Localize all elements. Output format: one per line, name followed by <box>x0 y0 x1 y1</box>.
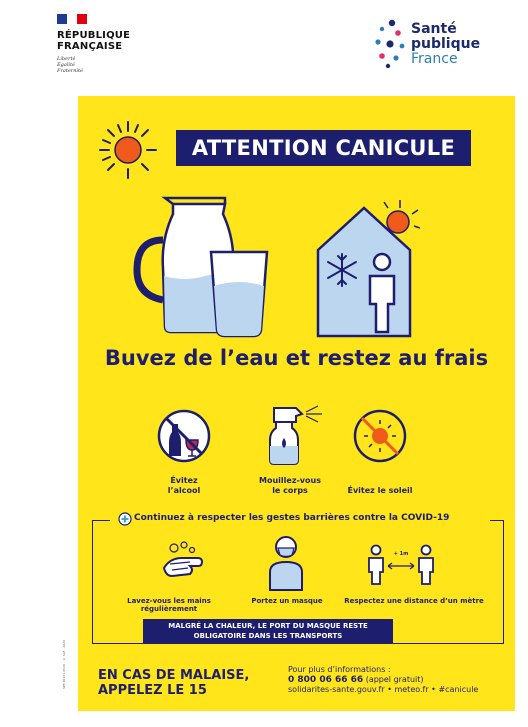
reference-code: SPF-00101-0520 - © SpF - 2020 <box>62 640 66 689</box>
phone-note: (appel gratuit) <box>363 675 424 684</box>
malaise-call-15: EN CAS DE MALAISE, APPELEZ LE 15 <box>98 668 250 698</box>
picto-label-alcohol: Évitez l’alcool <box>167 476 201 495</box>
masked-person-icon <box>266 534 306 592</box>
plus-icon <box>118 512 132 526</box>
mask-transport-notice: MALGRÉ LA CHALEUR, LE PORT DU MASQUE RESTE OBLIGATOIRE DANS LES TRANSPORTS <box>143 619 393 643</box>
headline: Buvez de l’eau et restez au frais <box>104 346 489 370</box>
spray-bottle-icon <box>262 402 336 466</box>
cool-house-icon <box>308 200 420 340</box>
attention-canicule-banner: ATTENTION CANICULE <box>176 130 471 166</box>
info-block: Pour plus d’informations : 0 800 06 66 66 (appel gratuit) solidarites-sante.gouv.fr • meteo.fr • #canicule <box>288 665 479 694</box>
no-alcohol-icon <box>156 408 212 464</box>
action-label-distance: Respectez une distance d’un mètre <box>344 597 484 605</box>
hand-wash-icon <box>160 540 206 580</box>
phone-number: 0 800 06 66 66 <box>288 675 364 685</box>
action-label-mask: Portez un masque <box>251 597 323 605</box>
sun-icon <box>96 118 160 182</box>
sante-publique-france-dots-icon <box>372 18 408 70</box>
no-sun-icon <box>352 408 408 464</box>
republique-francaise-flag-icon <box>57 14 87 24</box>
covid-title: Continuez à respecter les gestes barrières contre la COVID-19 <box>134 513 450 523</box>
picto-label-sun: Évitez le soleil <box>347 486 413 495</box>
republique-francaise-logo: RÉPUBLIQUE FRANÇAISE <box>57 30 131 52</box>
picto-label-body: Mouillez-vous le corps <box>259 476 321 495</box>
action-label-hands: Lavez-vous les mains régulièrement <box>127 597 211 613</box>
info-links: solidarites-sante.gouv.fr • meteo.fr • #canicule <box>288 685 479 694</box>
republique-francaise-motto: Liberté Égalité Fraternité <box>57 56 83 74</box>
distance-label: + 1m <box>393 551 409 557</box>
sante-publique-france-logo: Santé publique France <box>411 21 481 67</box>
water-jug-and-glass-icon <box>125 190 280 340</box>
